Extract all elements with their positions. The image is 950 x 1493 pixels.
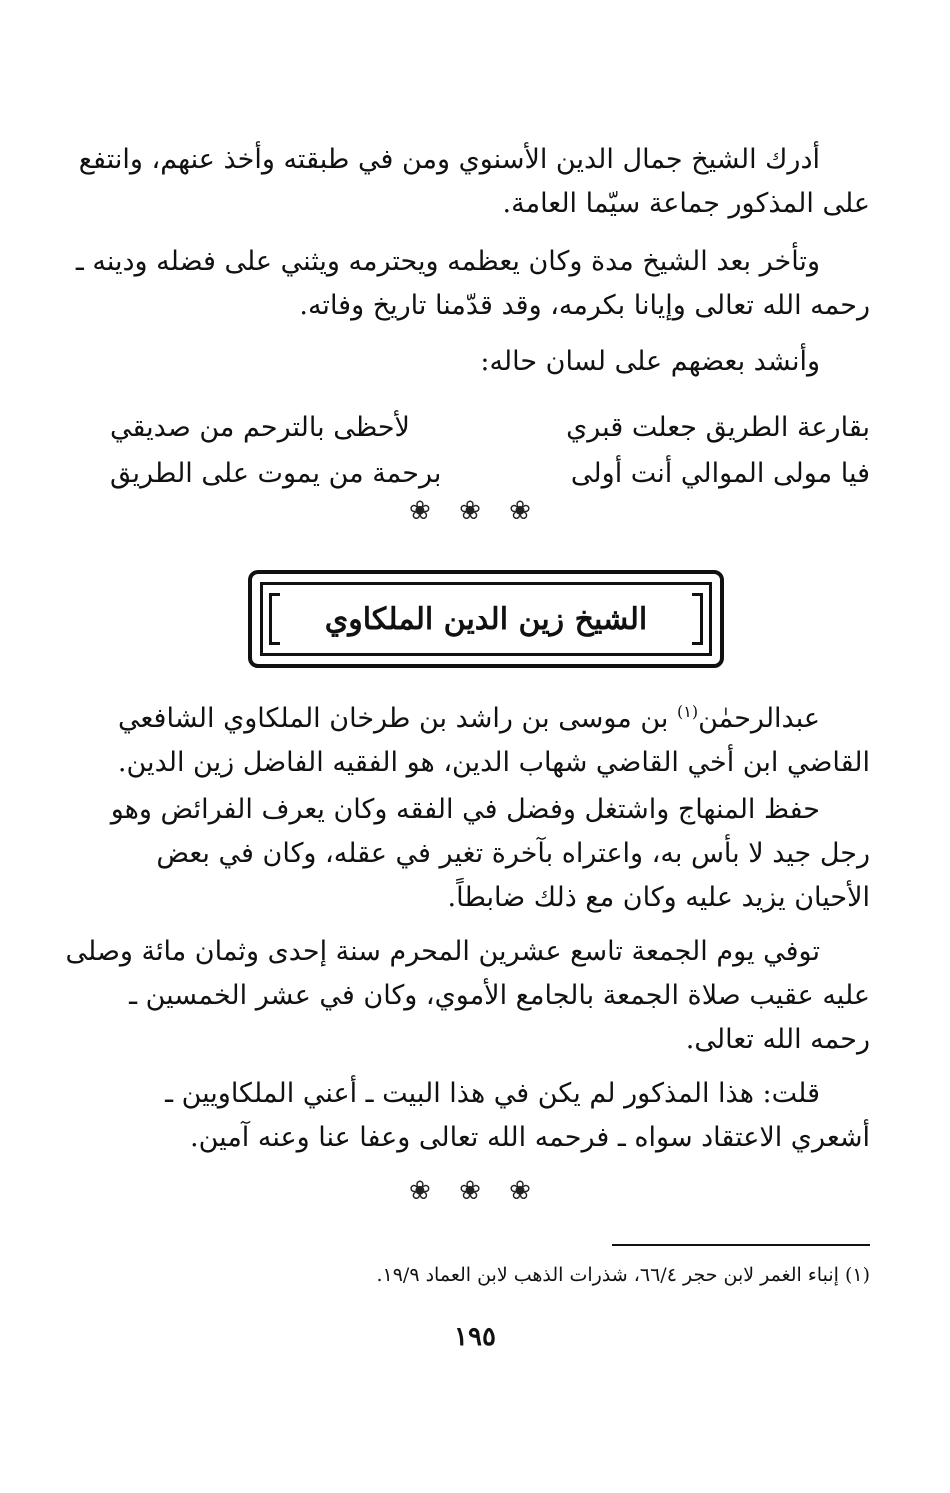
text-line: وأنشد بعضهم على لسان حاله: [480, 346, 820, 377]
biography-paragraph-1 [110, 690, 870, 785]
text-line: رحمه الله تعالى وإيانا بكرمه، وقد قدّمنا تاريخ وفاته. [299, 290, 870, 321]
section-title-frame [248, 570, 724, 668]
text-line: على المذكور جماعة سيّما العامة. [502, 188, 870, 219]
text-line: حفظ المنهاج واشتغل وفضل في الفقه وكان يعرف الفرائض وهو [110, 794, 820, 825]
text-line: قلت: هذا المذكور لم يكن في هذا البيت ـ أعني الملكاويين ـ [165, 1078, 820, 1109]
page-number: ١٩٥ [454, 1322, 496, 1352]
footnote-text: إنباء الغمر لابن حجر ٦٦/٤، شذرات الذهب لابن العماد ١٩/٩. [376, 1264, 839, 1286]
text-line: رجل جيد لا بأس به، واعتراه بآخرة تغير في عقله، وكان في بعض [156, 838, 870, 869]
section-title-inner-frame [260, 582, 712, 656]
separator-ornament: ❀ ❀ ❀ [409, 496, 541, 526]
footnote [376, 1264, 870, 1286]
text-line: توفي يوم الجمعة تاسع عشرين المحرم سنة إحدى وثمان مائة وصلى [65, 936, 820, 967]
poem-verse-1-first: بقارعة الطريق جعلت قبري [566, 412, 870, 443]
poem-verse-1-second: لأحظى بالترحم من صديقي [110, 412, 410, 443]
person-name: عبدالرحمٰن [698, 703, 820, 734]
text-fragment: بن موسى بن راشد بن طرخان الملكاوي الشافعي [118, 703, 669, 734]
poem-verse-2-first: فيا مولى الموالي أنت أولى [570, 458, 870, 489]
footnote-reference[interactable]: (١) [676, 702, 699, 721]
biography-paragraph-2 [110, 788, 870, 920]
text-line: القاضي ابن أخي القاضي شهاب الدين، هو الفقيه الفاضل زين الدين. [117, 747, 870, 778]
paragraph-2 [75, 240, 870, 328]
paragraph-3 [110, 340, 870, 384]
text-line: أشعري الاعتقاد سواه ـ فرحمه الله تعالى وعفا عنا وعنه آمين. [190, 1122, 870, 1153]
footnote-divider [612, 1244, 870, 1246]
poem-verse-2-second: برحمة من يموت على الطريق [110, 458, 442, 489]
text-line: رحمه الله تعالى. [685, 1024, 870, 1055]
paragraph-1 [78, 138, 870, 226]
footnote-marker: (١) [844, 1264, 870, 1286]
biography-paragraph-4 [110, 1072, 870, 1160]
text-line [110, 690, 870, 741]
text-line: عليه عقيب صلاة الجمعة بالجامع الأموي، وكان في عشر الخمسين ـ [129, 980, 870, 1011]
biography-paragraph-3 [65, 930, 870, 1062]
end-ornament: ❀ ❀ ❀ [409, 1176, 541, 1206]
section-title: الشيخ زين الدين الملكاوي [324, 601, 648, 637]
text-line: وتأخر بعد الشيخ مدة وكان يعظمه ويحترمه ويثني على فضله ودينه ـ [75, 246, 820, 277]
text-line: الأحيان يزيد عليه وكان مع ذلك ضابطاً. [447, 882, 870, 913]
text-line: أدرك الشيخ جمال الدين الأسنوي ومن في طبقته وأخذ عنهم، وانتفع [78, 144, 820, 175]
